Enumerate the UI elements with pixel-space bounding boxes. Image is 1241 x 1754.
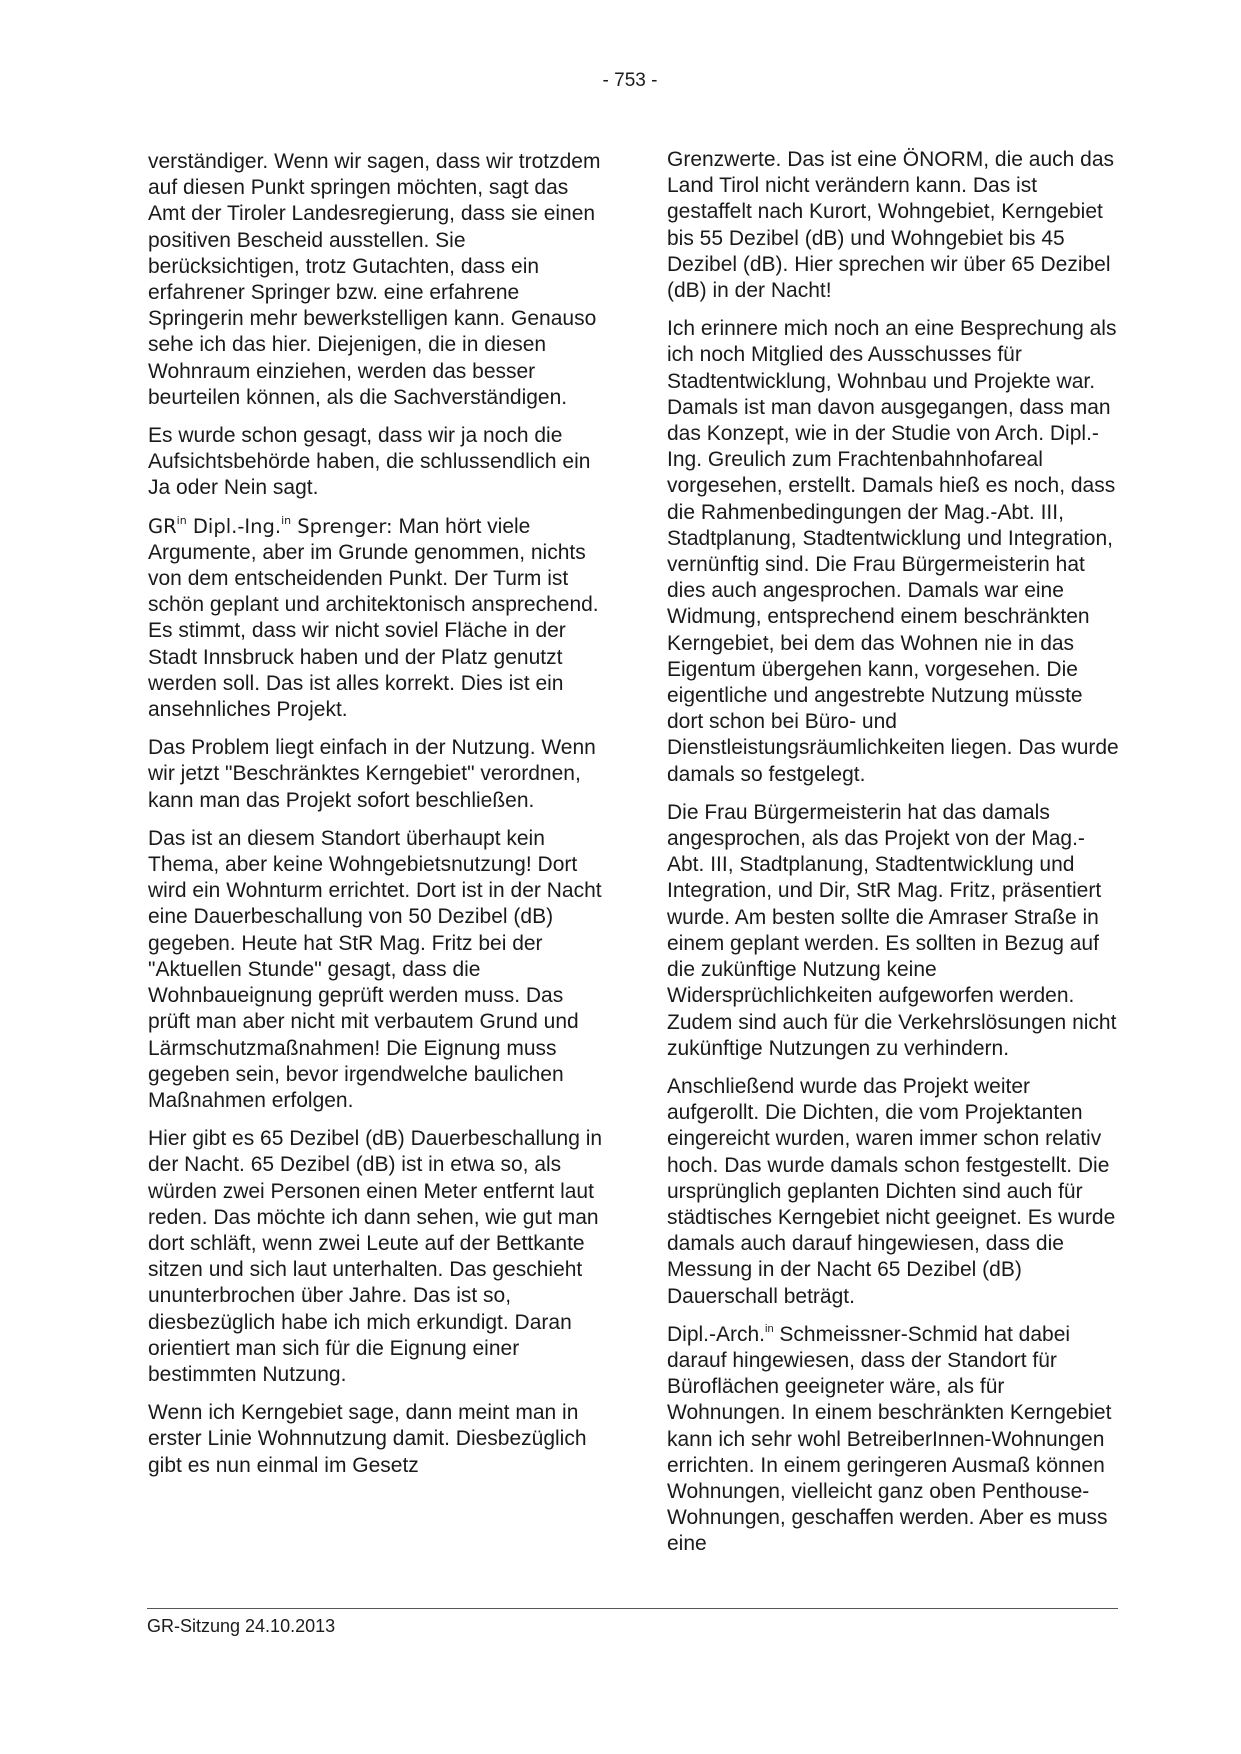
paragraph: Hier gibt es 65 Dezibel (dB) Dauerbeschallung in der Nacht. 65 Dezibel (dB) ist in etwa so, als würden zwei Personen einen Meter entfernt laut reden. Das möchte ich dann sehen, wie gut man dort schläft, wenn zwei Leute auf der Bettkante sitzen und sich laut unterhalten. Das geschieht ununterbrochen über Jahre. Das ist so, diesbezüglich habe ich mich erkundigt. Daran orientiert man sich für die Eignung einer bestimmten Nutzung. (148, 1127, 603, 1386)
paragraph: Es wurde schon gesagt, dass wir ja noch die Aufsichtsbehörde haben, die schlussendlich ein Ja oder Nein sagt. (148, 424, 591, 500)
footer-session-date: GR-Sitzung 24.10.2013 (147, 1616, 336, 1636)
paragraph: Das Problem liegt einfach in der Nutzung. Wenn wir jetzt "Beschränktes Kerngebiet" verordnen, kann man das Projekt sofort beschließen. (148, 736, 596, 812)
right-column (667, 147, 1122, 1570)
paragraph: Anschließend wurde das Projekt weiter aufgerollt. Die Dichten, die vom Projektanten eingereicht wurden, waren immer schon relativ hoch. Das wurde damals schon festgestellt. Die ursprünglich geplanten Dichten sind auch für städtisches Kerngebiet nicht geeignet. Es wurde damals auch darauf hingewiesen, dass die Messung in der Nacht 65 Dezibel (dB) Dauerschall beträgt. (667, 1074, 1116, 1308)
left-column (148, 149, 603, 1491)
speaker-label: $GR^{in}$ Dipl.-Ing.$^{in}$ Sprenger: (148, 513, 393, 538)
paragraph: Grenzwerte. Das ist eine ÖNORM, die auch das Land Tirol nicht verändern kann. Das ist gestaffelt nach Kurort, Wohngebiet, Kerngebiet bis 55 Dezibel (dB) und Wohngebiet bis 45 Dezibel (dB). Hier sprechen wir über 65 Dezibel (dB) in der Nacht! (667, 148, 1115, 303)
paragraph: Dipl.-Arch.$^{in}$ Schmeissner-Schmid hat dabei darauf hingewiesen, dass der Standort für Büroflächen geeigneter wäre, als für Wohnungen. In einem beschränkten Kerngebiet kann ich sehr wohl BetreiberInnen-Wohnungen errichten. In einem geringeren Ausmaß können Wohnungen, vielleicht ganz oben Penthouse-Wohnungen, geschaffen werden. Aber es muss eine (667, 1322, 1112, 1556)
speaker-paragraph: $GR^{in}$ Dipl.-Ing.$^{in}$ Sprenger: Man hört viele Argumente, aber im Grunde genommen, nichts von dem entscheidenden Punkt. Der Turm ist schön geplant und architektonisch ansprechend. Es stimmt, dass wir nicht soviel Fläche in der Stadt Innsbruck haben und der Platz genutzt werden soll. Das ist alles korrekt. Dies ist ein ansehnliches Projekt. (148, 513, 599, 722)
paragraph: Wenn ich Kerngebiet sage, dann meint man in erster Linie Wohnnutzung damit. Diesbezüglich gibt es nun einmal im Gesetz (148, 1401, 587, 1477)
paragraph: Das ist an diesem Standort überhaupt kein Thema, aber keine Wohngebietsnutzung! Dort wird ein Wohnturm errichtet. Dort ist in der Nacht eine Dauerbeschallung von 50 Dezibel (dB) gegeben. Heute hat StR Mag. Fritz bei der "Aktuellen Stunde" gesagt, dass die Wohnbaueignung geprüft werden muss. Das prüft man aber nicht mit verbautem Grund und Lärmschutzmaßnahmen! Die Eignung muss gegeben sein, bevor irgendwelche baulichen Maßnahmen erfolgen. (148, 826, 602, 1112)
page-number: - 753 - (602, 70, 658, 91)
paragraph: verständiger. Wenn wir sagen, dass wir trotzdem auf diesen Punkt springen möchten, sagt das Amt der Tiroler Landesregierung, dass sie einen positiven Bescheid ausstellen. Sie berücksichtigen, trotz Gutachten, dass ein erfahrener Springer bzw. eine erfahrene Springerin mehr bewerkstelligen kann. Genauso sehe ich das hier. Diejenigen, die in diesen Wohnraum einziehen, werden das besser beurteilen können, als die Sachverständigen. (148, 150, 601, 409)
paragraph: Die Frau Bürgermeisterin hat das damals angesprochen, als das Projekt von der Mag.-Abt. III, Stadtplanung, Stadtentwicklung und Integration, und Dir, StR Mag. Fritz, präsentiert wurde. Am besten sollte die Amraser Straße in einem geplant werden. Es sollten in Bezug auf die zukünftige Nutzung keine Widersprüchlichkeiten aufgeworfen werden. Zudem sind auch für die Verkehrslösungen nicht zukünftige Nutzungen zu verhindern. (667, 800, 1117, 1060)
footer-divider (147, 1608, 1118, 1609)
paragraph: Ich erinnere mich noch an eine Besprechung als ich noch Mitglied des Ausschusses für Stadtentwicklung, Wohnbau und Projekte war. Damals ist man davon ausgegangen, dass man das Konzept, wie in der Studie von Arch. Dipl.-Ing. Greulich zum Frachtenbahnhofareal vorgesehen, erstellt. Damals hieß es noch, dass die Rahmenbedingungen der Mag.-Abt. III, Stadtplanung, Stadtentwicklung und Integration, vernünftig sind. Die Frau Bürgermeisterin hat dies auch angesprochen. Damals war eine Widmung, entsprechend einem beschränkten Kerngebiet, bei dem das Wohnen nie in das Eigentum übergehen kann, vorgesehen. Die eigentliche und angestrebte Nutzung müsste dort schon bei Büro- und Dienstleistungsräumlichkeiten liegen. Das wurde damals so festgelegt. (667, 317, 1119, 786)
